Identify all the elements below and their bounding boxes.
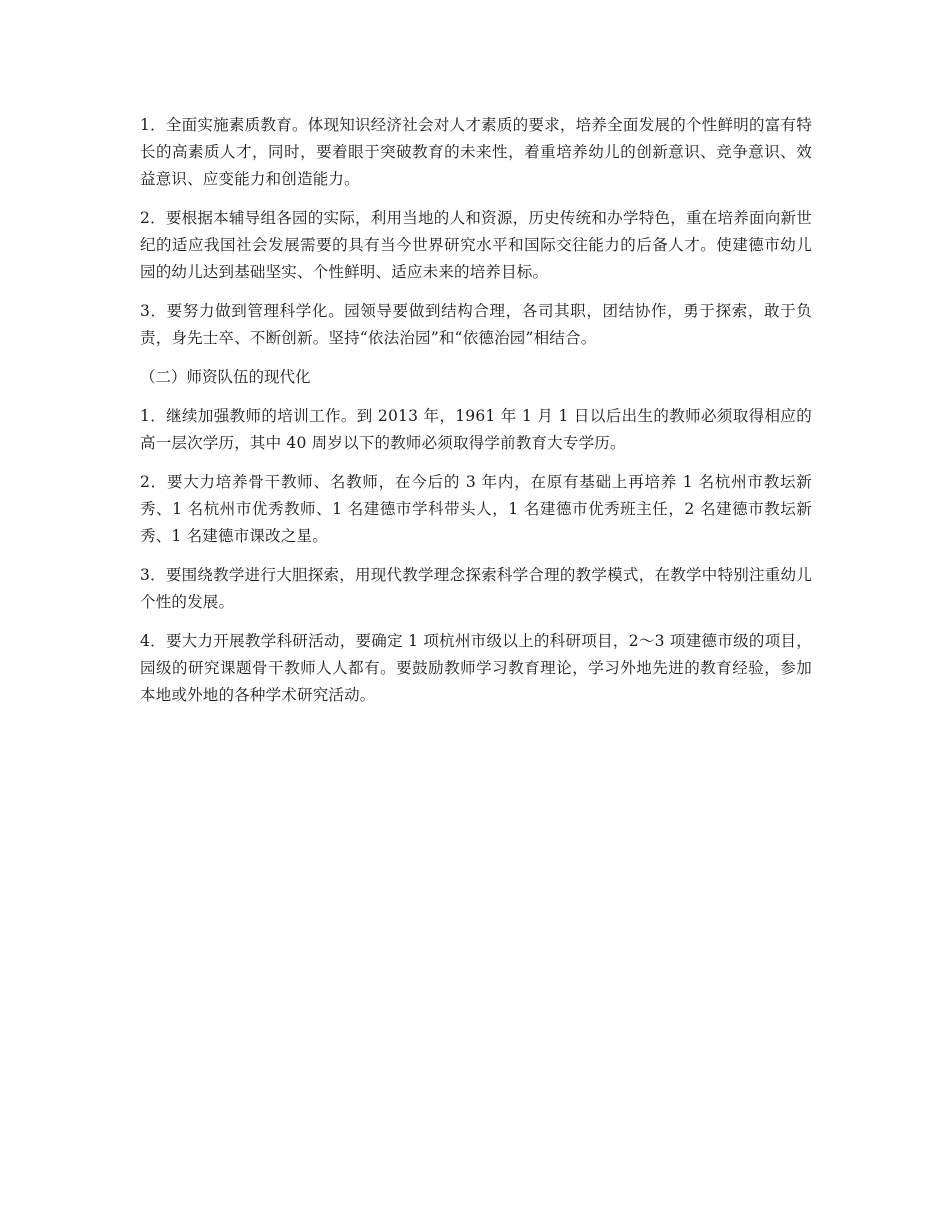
paragraph-quality-education: 1．全面实施素质教育。体现知识经济社会对人才素质的要求，培养全面发展的个性鲜明的富有特长的高素质人才，同时，要着眼于突破教育的未来性，着重培养幼儿的创新意识、竞争意识、效益意识、应变能力和创造能力。 <box>140 116 812 188</box>
paragraph-teaching-exploration: 3．要围绕教学进行大胆探索，用现代教学理念探索科学合理的教学模式，在教学中特别注重幼儿个性的发展。 <box>140 566 812 611</box>
document-body <box>140 112 812 721</box>
paragraph-scientific-management: 3．要努力做到管理科学化。园领导要做到结构合理，各司其职，团结协作，勇于探索，敢于负责，身先士卒、不断创新。坚持“依法治园”和“依德治园”相结合。 <box>140 302 812 347</box>
paragraph-local-resources: 2．要根据本辅导组各园的实际，利用当地的人和资源，历史传统和办学特色，重在培养面向新世纪的适应我国社会发展需要的具有当今世界研究水平和国际交往能力的后备人才。使建德市幼儿园的幼儿达到基础坚实、个性鲜明、适应未来的培养目标。 <box>140 209 812 281</box>
paragraph-research-activities: 4．要大力开展教学科研活动，要确定 1 项杭州市级以上的科研项目，2～3 项建德市级的项目，园级的研究课题骨干教师人人都有。要鼓励教师学习教育理论，学习外地先进的教育经验，参加本地或外地的各种学术研究活动。 <box>140 632 812 704</box>
paragraph-teacher-training: 1．继续加强教师的培训工作。到 2013 年，1961 年 1 月 1 日以后出生的教师必须取得相应的高一层次学历，其中 40 周岁以下的教师必须取得学前教育大专学历。 <box>140 407 812 452</box>
section-heading-teacher-modernization: （二）师资队伍的现代化 <box>140 368 311 386</box>
paragraph-backbone-teachers: 2．要大力培养骨干教师、名教师，在今后的 3 年内，在原有基础上再培养 1 名杭州市教坛新秀、1 名杭州市优秀教师、1 名建德市学科带头人，1 名建德市优秀班主任，2 名建德市教坛新秀、1 名建德市课改之星。 <box>140 473 812 545</box>
